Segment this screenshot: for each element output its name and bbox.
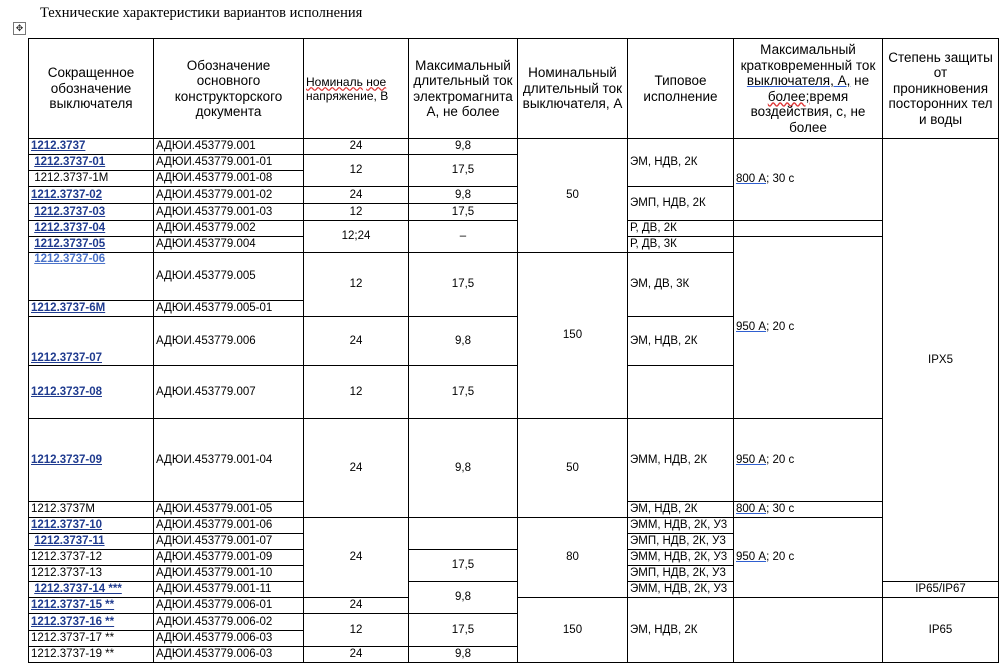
row-name-cell [29,171,154,187]
row-voltage: 12 [304,204,409,221]
nominal-cell: 50 [518,139,628,253]
row-voltage: 24 [304,647,409,663]
row-doc: АДЮИ.453779.001-01 [154,155,304,171]
header-max-current: Максимальный длительный ток электромагнита А, не более [409,39,518,139]
kz-cell [734,518,883,598]
row-name-cell[interactable] [29,237,154,253]
max-current-empty [409,518,518,550]
row-doc: АДЮИ.453779.004 [154,237,304,253]
row-name-cell[interactable] [29,614,154,631]
header-kz-4: более; [767,88,810,104]
row-name-link[interactable]: 1212.3737-15 ** [31,599,115,611]
header-row [29,39,999,139]
row-doc: АДЮИ.453779.001-11 [154,582,304,598]
header-type: Типовое исполнение [628,39,734,139]
header-kz-5: время воздействия, с, не более [750,88,866,135]
kz-time: ; 20 с [766,551,795,563]
type-cell: ЭММ, НДВ, 2К, У3 [628,550,734,566]
kz-value: 800 А [736,503,767,515]
row-name-link[interactable]: 1212.3737 [31,140,86,152]
row-max-current: 9,8 [409,419,518,518]
header-doc: Обозначение основного конструкторского документа [154,39,304,139]
row-name-link[interactable]: 1212.3737-09 [31,453,102,466]
row-name-link[interactable]: 1212.3737-07 [31,352,102,364]
page-title: Технические характеристики вариантов исполнения [40,5,363,21]
row-name-cell [29,647,154,663]
row-name-link[interactable]: 1212.3737-10 [31,519,102,531]
ip-cell: IP65 [883,598,999,663]
row-max-current: – [409,221,518,253]
row-doc: АДЮИ.453779.006-01 [154,598,304,614]
row-name-link[interactable]: 1212.3737-02 [31,188,102,201]
header-nominal-current: Номинальный длительный ток выключателя, А [518,39,628,139]
type-cell: ЭМП, НДВ, 2К, У3 [628,566,734,582]
row-name-cell[interactable] [29,187,154,204]
row-name-link[interactable]: 1212.3737-04 [34,222,106,234]
row-doc: АДЮИ.453779.001-06 [154,518,304,534]
row-name-cell[interactable] [29,204,154,221]
row-voltage: 12;24 [304,221,409,253]
row-name-cell[interactable] [29,534,154,550]
row-doc: АДЮИ.453779.006 [154,317,304,366]
row-voltage: 24 [304,419,409,518]
type-cell: ЭММ, НДВ, 2К, У3 [628,518,734,534]
table-row [29,518,999,534]
row-name-cell [29,631,154,647]
type-cell: ЭМП, НДВ, 2К [628,187,734,221]
row-name-cell[interactable] [29,366,154,419]
row-doc: АДЮИ.453779.001-04 [154,419,304,502]
row-max-current: 17,5 [409,614,518,647]
type-cell: ЭМ, НДВ, 2К [628,502,734,518]
kz-time: ; 30 с [766,173,795,185]
header-voltage-part-2: ное [366,74,387,89]
kz-cell [734,419,883,502]
header-ip: Степень защиты от проникновения посторонних тел и воды [883,39,999,139]
row-doc: АДЮИ.453779.006-03 [154,647,304,663]
row-name-text: 1212.3737-19 ** [31,648,115,660]
type-cell: ЭММ, НДВ, 2К, У3 [628,582,734,598]
row-name-cell [29,502,154,518]
row-doc: АДЮИ.453779.001-08 [154,171,304,187]
kz-value: 950 А [736,551,767,563]
row-doc: АДЮИ.453779.001-07 [154,534,304,550]
kz-time: ; 20 с [766,453,795,466]
table-row [29,419,999,502]
type-cell: ЭМ, ДВ, 3К [628,253,734,317]
type-cell: ЭМ, НДВ, 2К [628,139,734,187]
table-row [29,139,999,155]
row-doc: АДЮИ.453779.006-03 [154,631,304,647]
header-voltage [304,39,409,139]
row-voltage: 24 [304,518,409,598]
row-voltage: 12 [304,155,409,187]
row-doc: АДЮИ.453779.001 [154,139,304,155]
row-voltage: 24 [304,187,409,204]
row-name-cell[interactable] [29,301,154,317]
row-voltage: 24 [304,317,409,366]
row-doc: АДЮИ.453779.001-09 [154,550,304,566]
row-doc: АДЮИ.453779.005 [154,253,304,301]
row-name-cell[interactable] [29,317,154,366]
ip-cell: IP65/IP67 [883,582,999,598]
spec-table [28,38,999,663]
ip-cell: IPX5 [883,139,999,582]
type-cell-empty [628,366,734,419]
row-max-current: 17,5 [409,204,518,221]
row-max-current: 17,5 [409,366,518,419]
header-voltage-part-1: Номиналь [306,74,363,89]
type-cell: ЭМ, НДВ, 2К [628,317,734,366]
row-name-cell[interactable] [29,221,154,237]
kz-cell [734,237,883,419]
table-row [29,221,999,237]
row-name-text: 1212.3737-13 [31,567,102,579]
nominal-cell: 50 [518,419,628,518]
type-cell: ЭМ, НДВ, 2К [628,598,734,663]
row-max-current: 9,8 [409,647,518,663]
row-voltage: 24 [304,598,409,614]
type-cell: ЭМП, НДВ, 2К, У3 [628,534,734,550]
row-name-link[interactable]: 1212.3737-08 [31,385,102,398]
row-doc: АДЮИ.453779.006-02 [154,614,304,631]
type-cell: Р, ДВ, 2К [628,221,734,237]
row-name-link[interactable]: 1212.3737-05 [34,238,106,250]
kz-time: ; 20 с [766,321,795,333]
row-voltage: 24 [304,139,409,155]
row-voltage: 12 [304,253,409,317]
row-doc: АДЮИ.453779.001-03 [154,204,304,221]
row-name-cell[interactable] [29,598,154,614]
row-name-cell[interactable] [29,518,154,534]
row-doc: АДЮИ.453779.001-10 [154,566,304,582]
row-name-link[interactable]: 1212.3737-14 *** [34,583,122,595]
row-name-link[interactable]: 1212.3737-6М [31,302,106,314]
row-name-link[interactable]: 1212.3737-03 [34,205,106,218]
row-name-link[interactable]: 1212.3737-16 ** [31,615,115,628]
row-voltage: 12 [304,614,409,647]
row-name-cell [29,550,154,566]
header-kz-1: Максимальный кратковременный ток [740,42,876,73]
row-name-link[interactable]: 1212.3737-01 [34,156,106,168]
row-max-current: 9,8 [409,317,518,366]
kz-value: 800 А [736,173,767,185]
row-name-link[interactable]: 1212.3737-11 [34,535,105,547]
row-name-text: 1212.3737-17 ** [31,632,115,644]
table-move-handle-icon[interactable]: ✥ [13,22,26,35]
row-max-current: 9,8 [409,582,518,614]
type-cell: ЭММ, НДВ, 2К [628,419,734,502]
row-name-cell[interactable] [29,419,154,502]
row-name-cell[interactable] [29,253,154,301]
row-name-cell[interactable] [29,139,154,155]
kz-cell [734,502,883,518]
row-voltage: 12 [304,366,409,419]
type-cell: Р, ДВ, 3К [628,237,734,253]
row-name-text: 1212.3737-12 [31,551,102,563]
kz-cell-empty [734,598,883,663]
row-name-text: 1212.3737-1М [34,172,109,184]
row-max-current: 17,5 [409,155,518,187]
header-kz-3: не [854,73,870,88]
row-doc: АДЮИ.453779.002 [154,221,304,237]
row-doc: АДЮИ.453779.007 [154,366,304,419]
kz-time: ; 30 с [766,503,795,515]
row-name-cell[interactable] [29,155,154,171]
row-name-text: 1212.3737М [31,503,95,515]
row-max-current: 17,5 [409,253,518,317]
row-doc: АДЮИ.453779.005-01 [154,301,304,317]
nominal-cell: 80 [518,518,628,598]
kz-cell [734,139,883,221]
row-max-current: 17,5 [409,550,518,582]
header-voltage-part-3: напряжение, В [306,88,389,103]
nominal-cell: 150 [518,253,628,419]
row-name-cell[interactable] [29,582,154,598]
row-max-current: 9,8 [409,139,518,155]
header-short-current [734,39,883,139]
row-name-link[interactable]: 1212.3737-06 [34,253,106,265]
nominal-cell: 150 [518,598,628,663]
row-doc: АДЮИ.453779.001-05 [154,502,304,518]
row-name-cell [29,566,154,582]
kz-value: 950 А [736,321,767,333]
kz-value: 950 А [736,453,767,466]
header-kz-2: выключателя, А, [746,73,851,88]
row-doc: АДЮИ.453779.001-02 [154,187,304,204]
header-short: Сокращенное обозначение выключателя [29,39,154,139]
row-max-current: 9,8 [409,187,518,204]
